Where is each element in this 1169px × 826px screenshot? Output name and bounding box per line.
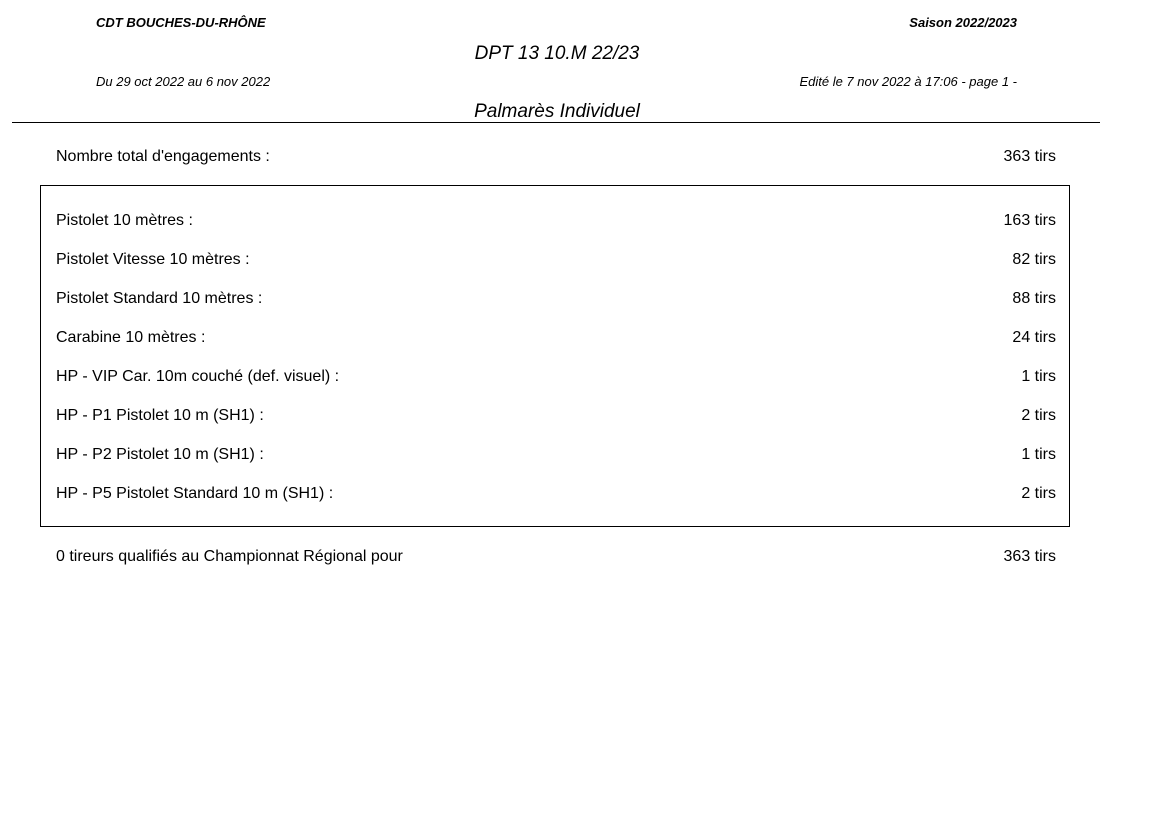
header-divider xyxy=(12,122,1100,123)
qualified-row xyxy=(56,547,1056,567)
event-label: HP - VIP Car. 10m couché (def. visuel) : xyxy=(56,368,340,385)
total-engagements-label: Nombre total d'engagements : xyxy=(56,148,270,165)
event-value: 2 tirs xyxy=(1021,485,1056,502)
event-value: 2 tirs xyxy=(1021,407,1056,424)
event-label: Carabine 10 mètres : xyxy=(56,329,206,346)
event-value: 1 tirs xyxy=(1021,446,1056,463)
total-engagements-value: 363 tirs xyxy=(1003,148,1056,165)
event-row xyxy=(56,367,1056,387)
event-row xyxy=(56,211,1056,231)
event-row xyxy=(56,406,1056,426)
event-value: 88 tirs xyxy=(1012,290,1056,307)
document-subtitle: Palmarès Individuel xyxy=(474,101,640,122)
edited-timestamp: Edité le 7 nov 2022 à 17:06 - page 1 - xyxy=(799,74,1017,89)
event-label: HP - P1 Pistolet 10 m (SH1) : xyxy=(56,407,264,424)
event-row xyxy=(56,289,1056,309)
event-row xyxy=(56,484,1056,504)
event-row xyxy=(56,445,1056,465)
qualified-label: 0 tireurs qualifiés au Championnat Régional pour xyxy=(56,548,403,565)
event-label: Pistolet 10 mètres : xyxy=(56,212,193,229)
event-value: 82 tirs xyxy=(1012,251,1056,268)
event-label: Pistolet Standard 10 mètres : xyxy=(56,290,263,307)
event-row xyxy=(56,328,1056,348)
events-box xyxy=(40,185,1070,527)
date-range: Du 29 oct 2022 au 6 nov 2022 xyxy=(96,74,271,89)
total-engagements-row xyxy=(56,147,1056,167)
event-label: Pistolet Vitesse 10 mètres : xyxy=(56,251,250,268)
event-value: 163 tirs xyxy=(1003,212,1056,229)
event-value: 24 tirs xyxy=(1012,329,1056,346)
event-label: HP - P2 Pistolet 10 m (SH1) : xyxy=(56,446,264,463)
qualified-value: 363 tirs xyxy=(1003,548,1056,565)
event-value: 1 tirs xyxy=(1021,368,1056,385)
event-row xyxy=(56,250,1056,270)
organization-name: CDT BOUCHES-DU-RHÔNE xyxy=(96,15,266,30)
document-title: DPT 13 10.M 22/23 xyxy=(474,43,640,64)
season-label: Saison 2022/2023 xyxy=(909,15,1017,30)
event-label: HP - P5 Pistolet Standard 10 m (SH1) : xyxy=(56,485,334,502)
